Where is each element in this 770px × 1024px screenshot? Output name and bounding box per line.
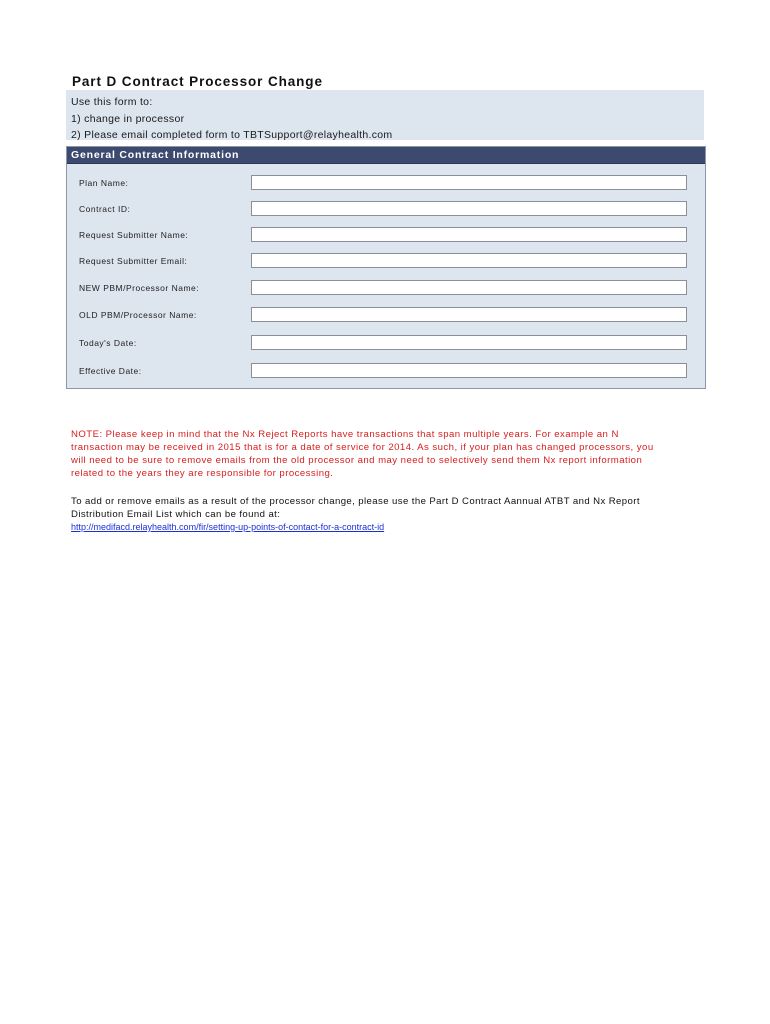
note-line: transaction may be received in 2015 that is for a date of service for 2014. As such, if your plan has changed processors, you [71,442,654,453]
new-processor-row [67,280,705,298]
note-line: NOTE: Please keep in mind that the Nx Reject Reports have transactions that span multiple years. For example an N [71,429,619,440]
points-of-contact-link[interactable]: http://medifacd.relayhealth.com/fir/setting-up-points-of-contact-for-a-contract-id [71,522,385,532]
page-title: Part D Contract Processor Change [72,74,323,89]
note-line: will need to be sure to remove emails from the old processor and may need to selectively send them Nx report information [71,455,643,466]
submitter-name-input[interactable] [251,227,687,242]
instructions-step-1: 1) change in processor [71,112,185,125]
contract-id-label: Contract ID: [79,204,131,214]
contract-id-input[interactable] [251,201,687,216]
old-processor-label: OLD PBM/Processor Name: [79,310,197,320]
submitter-name-row [67,227,705,245]
new-processor-label: NEW PBM/Processor Name: [79,283,200,293]
email-list-instructions [71,495,711,534]
contract-id-row [67,201,705,219]
effective-date-input[interactable] [251,363,687,378]
nx-reject-note [71,428,711,480]
old-processor-row [67,307,705,325]
todays-date-input[interactable] [251,335,687,350]
instructions-intro: Use this form to: [71,96,153,108]
effective-date-row [67,363,705,381]
email-list-line-2: Distribution Email List which can be found at: [71,509,281,520]
note-line: related to the years they are responsible for processing. [71,468,334,479]
general-contract-section [66,146,706,389]
instructions-step-2: 2) Please email completed form to TBTSupport@relayhealth.com [71,129,393,141]
plan-name-input[interactable] [251,175,687,190]
plan-name-row [67,175,705,193]
submitter-email-row [67,253,705,271]
instructions-panel [66,90,704,140]
todays-date-row [67,335,705,353]
plan-name-label: Plan Name: [79,178,129,188]
submitter-email-input[interactable] [251,253,687,268]
submitter-email-label: Request Submitter Email: [79,256,188,266]
todays-date-label: Today's Date: [79,338,137,348]
section-header: General Contract Information [67,147,705,164]
email-list-line-1: To add or remove emails as a result of the processor change, please use the Part D Contract Aannual ATBT and Nx Report [71,496,640,507]
old-processor-input[interactable] [251,307,687,322]
effective-date-label: Effective Date: [79,366,142,376]
new-processor-input[interactable] [251,280,687,295]
submitter-name-label: Request Submitter Name: [79,230,189,240]
